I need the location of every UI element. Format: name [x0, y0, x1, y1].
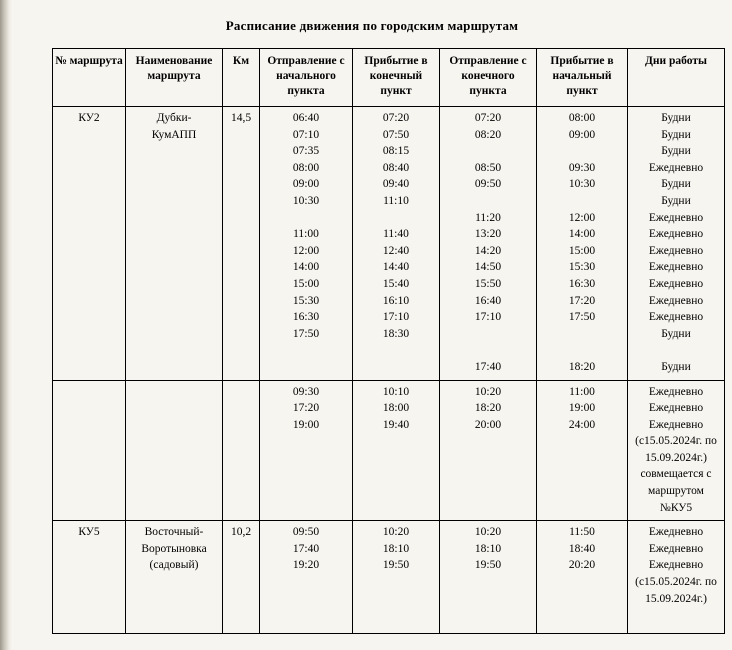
cell-line: Воротыновка	[141, 542, 207, 555]
km-cell	[223, 521, 260, 634]
column-header: Прибытие в начальный пункт	[537, 49, 628, 107]
cell-line: маршрутом	[648, 485, 704, 498]
cell-line	[539, 433, 625, 450]
departure-start-cell	[260, 380, 353, 521]
km-cell	[223, 380, 260, 521]
cell-line: 06:40	[292, 112, 320, 124]
cell-line	[442, 591, 534, 608]
cell-line	[262, 210, 350, 227]
cell-line: 10,2	[230, 526, 252, 539]
cell-line: 14:20	[474, 244, 502, 257]
cell-line	[539, 193, 625, 210]
cell-line: Ежедневно	[648, 402, 704, 415]
cell-line: 10:20	[474, 385, 502, 398]
cell-line: Ежедневно	[648, 244, 704, 257]
working-days-cell	[628, 107, 725, 381]
departure-start-cell	[260, 521, 353, 634]
cell-line: 11:10	[383, 194, 409, 207]
cell-line	[262, 591, 350, 608]
cell-line: 17:50	[292, 327, 320, 340]
cell-line: 11:50	[569, 526, 595, 539]
cell-line: 09:00	[568, 128, 596, 141]
cell-line: 15.09.2024г.)	[645, 451, 707, 464]
cell-line: 07:10	[292, 128, 320, 141]
cell-line: 08:15	[382, 145, 410, 158]
cell-line: Будни	[661, 327, 691, 340]
cell-line	[262, 433, 350, 450]
arrival-end-cell	[353, 521, 440, 634]
route-name-cell	[126, 521, 223, 634]
cell-line	[355, 433, 437, 450]
departure-end-cell	[440, 107, 537, 381]
scanned-page-edge	[0, 0, 12, 650]
table-body	[53, 107, 725, 634]
cell-line: 09:30	[568, 161, 596, 174]
cell-line: 09:00	[292, 178, 320, 191]
cell-line: (садовый)	[149, 559, 199, 572]
cell-line: №КУ5	[659, 501, 693, 514]
cell-line	[442, 574, 534, 591]
cell-line: (с15.05.2024г. по	[635, 435, 717, 448]
cell-line: 09:40	[382, 178, 410, 191]
column-header: Отправление с конечного пункта	[440, 49, 537, 107]
route-name-cell	[126, 380, 223, 521]
cell-line	[539, 500, 625, 517]
cell-line: Будни	[661, 128, 691, 141]
cell-line: 19:50	[382, 559, 410, 572]
cell-line	[262, 450, 350, 467]
cell-line	[442, 143, 534, 160]
cell-line: 09:50	[292, 526, 320, 539]
cell-line: 12:40	[382, 244, 410, 257]
cell-line	[630, 342, 722, 359]
cell-line: 10:10	[382, 385, 410, 398]
cell-line: Ежедневно	[648, 294, 704, 307]
cell-line	[355, 210, 437, 227]
cell-line: 18:10	[382, 542, 410, 555]
arrival-end-cell	[353, 107, 440, 381]
cell-line	[262, 466, 350, 483]
cell-line: Ежедневно	[648, 526, 704, 539]
cell-line: 18:20	[568, 360, 596, 373]
working-days-cell	[628, 521, 725, 634]
cell-line: 17:40	[292, 542, 320, 555]
cell-line: 15:00	[292, 277, 320, 290]
cell-line: 18:30	[382, 327, 410, 340]
cell-line: 17:50	[568, 311, 596, 324]
cell-line	[539, 466, 625, 483]
cell-line: 11:20	[475, 211, 501, 224]
cell-line	[539, 143, 625, 160]
cell-line: 08:20	[474, 128, 502, 141]
cell-line	[262, 483, 350, 500]
column-header: Км	[223, 49, 260, 107]
cell-line: 08:00	[568, 112, 596, 124]
cell-line: 19:00	[292, 418, 320, 431]
document-page	[36, 0, 717, 634]
schedule-section-row	[53, 107, 725, 381]
cell-line: Будни	[661, 360, 691, 373]
cell-line: Будни	[661, 145, 691, 158]
cell-line: 15:30	[292, 294, 320, 307]
cell-line: Ежедневно	[648, 542, 704, 555]
cell-line: Ежедневно	[648, 385, 704, 398]
cell-line: 15:30	[568, 261, 596, 274]
cell-line: 09:30	[292, 385, 320, 398]
cell-line: (с15.05.2024г. по	[635, 576, 717, 589]
cell-line	[442, 342, 534, 359]
cell-line: 14:00	[292, 261, 320, 274]
header-row	[53, 49, 725, 107]
route-name-cell	[126, 107, 223, 381]
cell-line	[442, 450, 534, 467]
cell-line: 18:10	[474, 542, 502, 555]
cell-line	[539, 574, 625, 591]
route-number-cell	[53, 521, 126, 634]
cell-line: 10:20	[474, 526, 502, 539]
cell-line: 08:00	[292, 161, 320, 174]
cell-line: 08:50	[474, 161, 502, 174]
schedule-section-row	[53, 521, 725, 634]
cell-line: Ежедневно	[648, 261, 704, 274]
arrival-end-cell	[353, 380, 440, 521]
cell-line	[55, 384, 123, 401]
cell-line	[539, 326, 625, 343]
cell-line: 11:00	[569, 385, 595, 398]
cell-line: 09:50	[474, 178, 502, 191]
arrival-start-cell	[537, 380, 628, 521]
cell-line: Будни	[661, 178, 691, 191]
cell-line	[262, 500, 350, 517]
cell-line	[442, 193, 534, 210]
cell-line: Ежедневно	[648, 228, 704, 241]
cell-line	[355, 591, 437, 608]
cell-line: 07:20	[382, 112, 410, 124]
cell-line: 15:00	[568, 244, 596, 257]
cell-line: 10:30	[292, 194, 320, 207]
cell-line: Восточный-	[144, 526, 204, 539]
cell-line: 18:40	[568, 542, 596, 555]
cell-line: 19:00	[568, 402, 596, 415]
cell-line: 15:40	[382, 277, 410, 290]
cell-line: 12:00	[292, 244, 320, 257]
cell-line: 07:50	[382, 128, 410, 141]
departure-start-cell	[260, 107, 353, 381]
cell-line: 15.09.2024г.)	[645, 592, 707, 605]
cell-line: 20:00	[474, 418, 502, 431]
cell-line	[355, 483, 437, 500]
cell-line: Будни	[661, 112, 691, 124]
cell-line	[442, 326, 534, 343]
cell-line: 24:00	[568, 418, 596, 431]
cell-line: 11:00	[293, 228, 319, 241]
cell-line: 10:30	[568, 178, 596, 191]
cell-line	[442, 433, 534, 450]
departure-end-cell	[440, 380, 537, 521]
cell-line: Дубки-	[156, 112, 192, 124]
km-cell	[223, 107, 260, 381]
cell-line: 12:00	[568, 211, 596, 224]
column-header: Отправление с начального пункта	[260, 49, 353, 107]
cell-line: Ежедневно	[648, 311, 704, 324]
arrival-start-cell	[537, 107, 628, 381]
cell-line: 11:40	[383, 228, 409, 241]
cell-line: КумАПП	[151, 128, 197, 141]
page-title: Расписание движения по городским маршрутам	[225, 18, 519, 33]
table-header	[53, 49, 725, 107]
cell-line: 16:40	[474, 294, 502, 307]
cell-line: Будни	[661, 194, 691, 207]
cell-line: 17:10	[474, 311, 502, 324]
cell-line	[355, 450, 437, 467]
cell-line	[442, 500, 534, 517]
cell-line: 14:50	[474, 261, 502, 274]
cell-line	[262, 359, 350, 376]
cell-line	[539, 591, 625, 608]
cell-line: 07:35	[292, 145, 320, 158]
cell-line: 17:40	[474, 360, 502, 373]
cell-line: Ежедневно	[648, 277, 704, 290]
cell-line: 19:50	[474, 559, 502, 572]
cell-line	[442, 483, 534, 500]
cell-line	[225, 384, 257, 401]
cell-line	[355, 342, 437, 359]
cell-line: Ежедневно	[648, 559, 704, 572]
cell-line: 13:20	[474, 228, 502, 241]
cell-line: совмещается с	[640, 468, 712, 481]
cell-line: Ежедневно	[648, 211, 704, 224]
cell-line	[355, 574, 437, 591]
route-number-cell	[53, 380, 126, 521]
cell-line: Ежедневно	[648, 418, 704, 431]
cell-line	[539, 342, 625, 359]
cell-line: Ежедневно	[648, 161, 704, 174]
cell-line: 14:00	[568, 228, 596, 241]
cell-line: 16:30	[292, 311, 320, 324]
route-number-cell	[53, 107, 126, 381]
cell-line: 19:40	[382, 418, 410, 431]
cell-line	[355, 500, 437, 517]
cell-line	[539, 483, 625, 500]
cell-line: 20:20	[568, 559, 596, 572]
cell-line	[442, 466, 534, 483]
cell-line: КУ5	[78, 526, 100, 539]
cell-line: 15:50	[474, 277, 502, 290]
cell-line: 07:20	[474, 112, 502, 124]
column-header: № маршрута	[53, 49, 126, 107]
cell-line: 14:40	[382, 261, 410, 274]
cell-line: 14,5	[230, 112, 252, 124]
departure-end-cell	[440, 521, 537, 634]
cell-line	[262, 342, 350, 359]
cell-line	[262, 574, 350, 591]
cell-line: 18:20	[474, 402, 502, 415]
cell-line: 18:00	[382, 402, 410, 415]
cell-line	[355, 359, 437, 376]
working-days-cell	[628, 380, 725, 521]
arrival-start-cell	[537, 521, 628, 634]
schedule-section-row	[53, 380, 725, 521]
column-header: Наименование маршрута	[126, 49, 223, 107]
cell-line: КУ2	[78, 112, 100, 124]
cell-line	[539, 450, 625, 467]
cell-line	[355, 466, 437, 483]
cell-line: 19:20	[292, 559, 320, 572]
cell-line: 08:40	[382, 161, 410, 174]
cell-line: 10:20	[382, 526, 410, 539]
schedule-table	[52, 48, 725, 634]
column-header: Прибытие в конечный пункт	[353, 49, 440, 107]
cell-line: 17:20	[292, 402, 320, 415]
cell-line: 17:20	[568, 294, 596, 307]
cell-line: 16:10	[382, 294, 410, 307]
cell-line: 17:10	[382, 311, 410, 324]
cell-line: 16:30	[568, 277, 596, 290]
column-header: Дни работы	[628, 49, 725, 107]
